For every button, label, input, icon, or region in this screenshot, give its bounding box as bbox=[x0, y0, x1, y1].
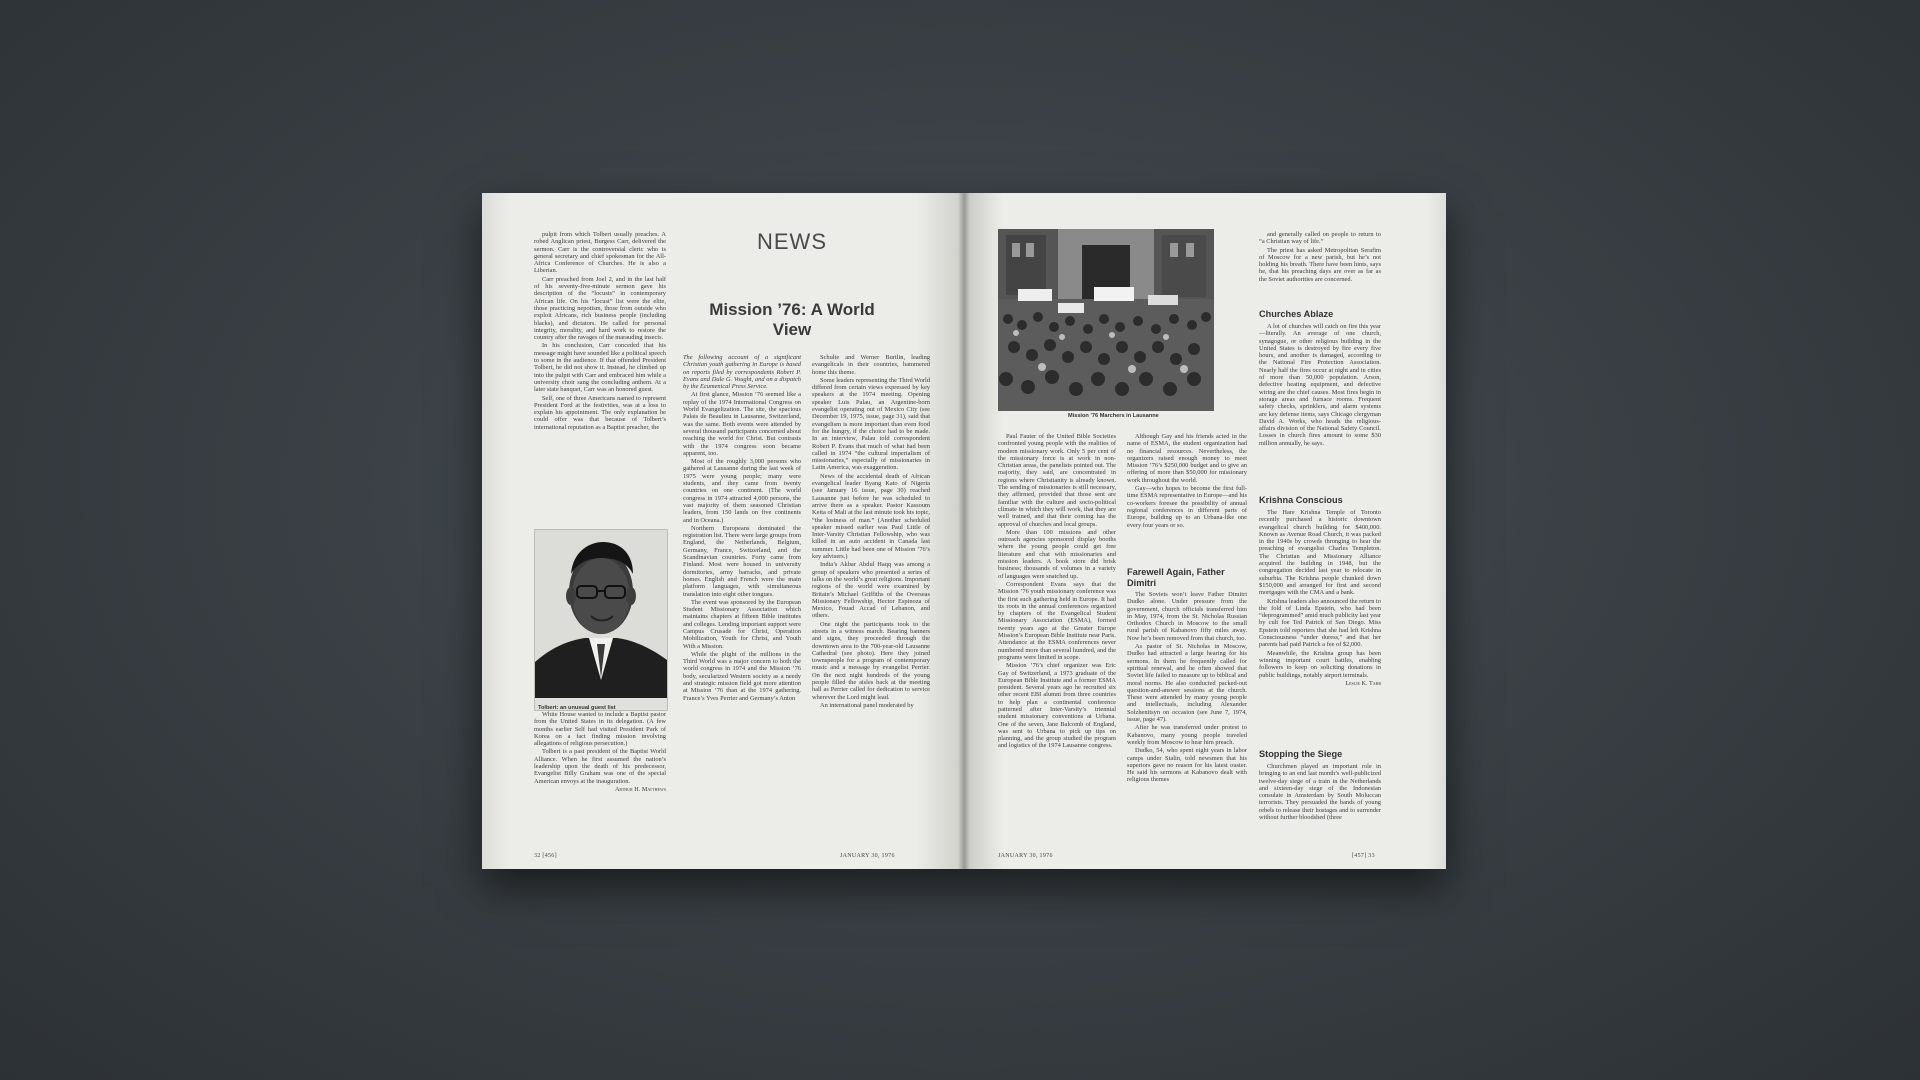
paragraph: Although Gay and his friends acted in the name of ESMA, the student organization had no financial resources. Nevertheless, the organizers raised enough money to meet Mission ’76’s $250,000 budget and to give an offering of more than $50,000 for missionary work throughout the world. bbox=[1127, 433, 1247, 484]
paragraph: Krishna leaders also announced the return to the fold of Linda Epstein, who had been “deprogrammed” amid much publicity last year by cult foe Ted Patrick of San Diego. Miss Epstein told reporters that she had left Krishna Consciousness “under duress,” and that her parents had paid Patrick a fee of $2,000. bbox=[1259, 597, 1381, 649]
marchers-image bbox=[998, 229, 1214, 411]
column-2-text bbox=[683, 391, 801, 701]
paragraph: The Soviets won’t leave Father Dimitri Dudko alone. Under pressure from the government, church officials transferred him in May, 1974, from the St. Nicholas Russian Orthodox Church in Moscow to the small rural parish of Kabanovo fifty miles away. Now he’s been removed from that church, too. bbox=[1127, 591, 1247, 642]
paragraph: Gay—who hopes to become the first full-time ESMA representative in Europe—and his co-workers foresee the possibility of annual regional conferences in different parts of Europe, building up to an Urbana-like one every four years or so. bbox=[1127, 485, 1247, 529]
column-5-top bbox=[1127, 433, 1247, 530]
marchers-photo bbox=[998, 229, 1214, 411]
signature-matthews: Arthur H. Matthews bbox=[614, 785, 666, 793]
paragraph: At first glance, Mission ’76 seemed like a replay of the 1974 International Congress on World Evangelization. The site, the spacious Palais de Beaulieu in Lausanne, Switzerland, was the same. Both events were attended by several thousand participants concerned about reaching the world for Christ. But contrasts with the 1974 congress soon became apparent, too. bbox=[683, 391, 801, 457]
subhead-churches: Churches Ablaze bbox=[1259, 309, 1334, 319]
paragraph: and generally called on people to return to “a Christian way of life.” bbox=[1259, 231, 1381, 246]
paragraph: Dudko, 54, who spent eight years in labor camps under Stalin, told newsmen that his superiors gave no reason for his latest ouster. He said his sermons at Kabanovo dealt with religious themes bbox=[1127, 747, 1247, 784]
paragraph: Churchmen played an important role in bringing to an end last month’s well-publicized twelve-day siege of a train in the Netherlands and sixteen-day siege of the Indonesian consulate in Amsterdam by South Moluccan terrorists. They persuaded the bands of young rebels to release their hostages and to surrender without further bloodshed (three bbox=[1259, 763, 1381, 822]
paragraph: Self, one of three Americans named to represent President Ford at the festivities, was at a loss to explain his appointment. The only explanation he could offer was that because of Tolbert’s international reputation as a Baptist preacher, the bbox=[534, 394, 666, 431]
subhead-siege: Stopping the Siege bbox=[1259, 749, 1343, 759]
subhead-dimitri: Farewell Again, Father Dimitri bbox=[1127, 567, 1225, 588]
column-1-bottom-text bbox=[534, 711, 666, 785]
tolbert-photo bbox=[534, 529, 668, 711]
paragraph: Some leaders representing the Third World differed from certain views expressed by key speakers at the 1974 meeting. Opening speaker Luis Palau, an Argentine-born evangelist operating out of Mexico City (see December 19, 1975, issue, page 31), said that evangelism is more important than even food for the hungry, if the choice had to be made. In an interview, Palau told correspondent Robert P. Evans that much of what had been called in 1974 “the cultural imperialism of missionaries,” especially of missionaries in Latin America, was exaggeration. bbox=[812, 376, 930, 472]
column-6-top bbox=[1259, 231, 1381, 284]
column-2 bbox=[683, 354, 801, 703]
left-photo-caption: Tolbert: an unusual guest list bbox=[538, 705, 616, 711]
column-1-bottom bbox=[534, 711, 666, 793]
paragraph: India’s Akbar Abdul Haqq was among a group of speakers who presented a series of talks on the world’s great religions. Important regions of the world were examined by Britain’s Michael Griffiths of the Overseas Missionary Fellowship, Hector Espinoza of Mexico, Fouad Accad of Lebanon, and others. bbox=[812, 561, 930, 620]
left-page bbox=[482, 193, 964, 869]
krishna-text bbox=[1259, 509, 1381, 679]
paragraph: Most of the roughly 3,000 persons who gathered at Lausanne during the last week of 1975 were young people; many were students, and they came from twenty countries on one continent. (The world congress in 1974 attracted 4,000 persons, the vast majority of them seasoned Christian leaders, from 150 lands on five continents and in Oceana.) bbox=[683, 458, 801, 524]
paragraph: The priest has asked Metropolitan Serafim of Moscow for a new parish, but he’s not holding his breath. There have been hints, says he, that his preaching days are over as far as the Soviet authorities are concerned. bbox=[1259, 246, 1381, 283]
paragraph: Tolbert is a past president of the Baptist World Alliance. When he first assumed the nation’s leadership upon the death of his predecessor, Evangelist Billy Graham was one of the special American envoys at the inauguration. bbox=[534, 748, 666, 785]
paragraph: Meanwhile, the Krishna group has been winning important court battles, enabling followers to keep on soliciting donations in public buildings, notably airport terminals. bbox=[1259, 649, 1381, 679]
column-6-churches bbox=[1259, 323, 1381, 448]
paragraph: Schulte and Werner Burtlin, leading evangelicals in their countries, hammered home this theme. bbox=[812, 354, 930, 376]
paragraph: The Hare Krishna Temple of Toronto recently purchased a historic downtown evangelical church building for $400,000. Known as Avenue Road Church, it was packed in the 1940s by crowds thronging to hear the preaching of evangelist Charles Templeton. The Christian and Missionary Alliance acquired the building in 1948, but the congregation decided last year to relocate in suburbia. The Krishna people chunked down $150,000 and arranged for first and second mortgages with the CMA and a bank. bbox=[1259, 509, 1381, 597]
paragraph: White House wanted to include a Baptist pastor from the United States in its delegation. (A few months earlier Self had visited President Park of Korea on a fact finding mission involving allegations of religious persecution.) bbox=[534, 711, 666, 748]
intro-italic: The following account of a significant Christian youth gathering in Europe is based on reports filed by correspondents Robert P. Evans and Dale G. Vought, and on a dispatch by the Ecumenical Press Service. bbox=[683, 354, 801, 391]
paragraph: One night the participants took to the streets in a witness march. Bearing banners and signs, they proceeded through the downtown area to the 700-year-old Lausanne Cathedral (see photo). Here they joined townspeople for a program of contemporary music and a message by evangelist Perrier. On the next night hundreds of the young people filled the aisles back at the meeting hall as Perrier called for dedication to service wherever the Lord might lead. bbox=[812, 620, 930, 701]
column-3 bbox=[812, 354, 930, 710]
paragraph: News of the accidental death of African evangelical leader Byang Kato of Nigeria (see January 16 issue, page 30) reached Lausanne just before he was scheduled to arrive there as a speaker. Pastor Kassoum Keita of Mali at the last minute took his topic, “the lostness of man.” (Another scheduled speaker missed earlier was Paul Little of Inter-Varsity Christian Fellowship, who was killed in an auto accident in Canada last summer. Little had been one of Mission ’76’s key advisers.) bbox=[812, 472, 930, 561]
paragraph: More than 100 missions and other outreach agencies sponsored display booths where the young people could get free literature and chat with missionaries and mission leaders. A book store did brisk business; thousands of volumes in a variety of languages were snatched up. bbox=[998, 528, 1116, 580]
magazine-spread bbox=[482, 193, 1446, 869]
column-4 bbox=[998, 433, 1116, 751]
paragraph: After he was transferred under protest to Kabanovo, many young people traveled weekly from Moscow to hear him preach. bbox=[1127, 724, 1247, 746]
paragraph: Northern Europeans dominated the registration list. There were large groups from England, the Netherlands, Belgium, Germany, France, Switzerland, and the Scandinavian countries. Forty came from Finland. Most were housed in university dormitories, army barracks, and private homes. English and French were the main platform languages, with simultaneous translation into eight other tongues. bbox=[683, 524, 801, 598]
column-1-top bbox=[534, 231, 666, 432]
paragraph: In his conclusion, Carr conceded that his message might have sounded like a political speech to some in the audience. If that offended President Tolbert, he did not show it. Instead, he climbed up into the pulpit with Carr and embraced him while a university choir sang the concluding anthem. At a later state banquet, Carr was an honored guest. bbox=[534, 342, 666, 394]
paragraph: While the plight of the millions in the Third World was a major concern to both the world congress in 1974 and the Mission ’76 body, secularized Western society as a needy and strategic mission field got more attention at Mission ’76 than at the 1974 gathering. France’s Yves Perrier and Germany’s Anton bbox=[683, 650, 801, 702]
folio-right-number: [457] 33 bbox=[1352, 853, 1375, 859]
portrait-image bbox=[535, 530, 667, 698]
subhead-krishna: Krishna Conscious bbox=[1259, 495, 1343, 505]
right-page bbox=[964, 193, 1446, 869]
column-6-siege bbox=[1259, 763, 1381, 822]
paragraph: The event was sponsored by the European Student Missionary Association which maintains chapters at fifteen Bible institutes and colleges. Lending important support were Campus Crusade for Christ, Operation Mobilization, Youth for Christ, and Youth With a Mission. bbox=[683, 598, 801, 650]
paragraph: An international panel moderated by bbox=[820, 701, 914, 709]
headline: Mission ’76: A World View bbox=[709, 300, 875, 339]
spine-gutter bbox=[958, 193, 970, 869]
right-photo-caption: Mission ’76 Marchers in Lausanne bbox=[1068, 413, 1159, 419]
paragraph: A lot of churches will catch on fire this year—literally. An average of one church, synagogue, or other religious building in the United States is destroyed by fire every five hours, and another is damaged, according to the National Fire Protection Association. Nearly half the fires occur at night and in cities of more than 50,000 population. Arson, defective heating equipment, and defective wiring are the chief causes. Most fires begin in storage areas and furnace rooms. Frequent safety checks, sprinklers, and alarm systems are key defense items, says Chicago clergyman David A. Works, who heads the religious-affairs division of the National Safety Council. Losses in church fires amount to some $30 million annually, he says. bbox=[1259, 323, 1381, 447]
paragraph: As pastor of St. Nicholas in Moscow, Dudko had attracted a large hearing for his sermons. In them he frequently called for spiritual renewal, and he often showed that Soviet life failed to measure up to biblical and moral norms. He also conducted packed-out question-and-answer sessions at the church. These were attended by many young people and intellectuals, including Alexander Solzhenitsyn on occasion (see June 7, 1974, issue, page 47). bbox=[1127, 643, 1247, 724]
paragraph: Correspondent Evans says that the Mission ’76 youth missionary conference was the first such gathering held in Europe. It had its roots in the annual conferences organized by chapters of the Evangelical Student Missionary Association (ESMA), formed twenty years ago at the Greater Europe Mission’s European Bible Institute near Paris. Attendance at the ESMA conferences never numbered more than several hundred, and the programs were limited in scope. bbox=[998, 580, 1116, 661]
signature-tarr: Leslie K. Tarr bbox=[1345, 679, 1381, 687]
folio-right-date: JANUARY 30, 1976 bbox=[998, 853, 1053, 859]
paragraph: Mission ’76’s chief organizer was Eric Gay of Switzerland, a 1973 graduate of the European Bible Institute and a former ESMA president. Several years ago he recruited six other recent EBI alumni from three countries to help plan a continental conference patterned after Inter-Varsity’s triennial student missionary conventions at Urbana. One of the seven, Jane Balcomb of England, was sent to Urbana to pick up tips on planning, and the group studied the program and logistics of the 1974 Lausanne congress. bbox=[998, 662, 1116, 750]
news-section-label: NEWS bbox=[757, 229, 827, 254]
paragraph: Carr preached from Joel 2, and in the last half of his seventy-five-minute sermon gave his description of the “locusts” in contemporary African life. On his “locust” list were the elite, those practicing nepotism, those from outside who exploit Africans, rich business people (including blacks), and dictators. He called for personal integrity, morality, and hard work to restore the country after the ravages of the marauding insects. bbox=[534, 275, 666, 342]
paragraph: Paul Fauter of the United Bible Societies confronted young people with the realities of modern missionary work. Only 5 per cent of the missionary force is at work in non-Christian areas, the panelists pointed out. The majority, they said, are concentrated in regions where Christianity is already known. The sending of missionaries is still necessary, they affirmed, provided that those sent are familiar with the culture and socio-political climate in which they will work, that they are well trained, and that their coming has the approval of churches and local groups. bbox=[998, 433, 1116, 528]
column-6-krishna bbox=[1259, 509, 1381, 687]
paragraph: pulpit from which Tolbert usually preaches. A robed Anglican priest, Burgess Carr, delivered the sermon. Carr is the controversial cleric who is general secretary and chief spokesman for the All-Africa Conference of Churches. He is also a Liberian. bbox=[534, 231, 666, 275]
folio-left-number: 32 [456] bbox=[534, 853, 557, 859]
folio-left-date: JANUARY 30, 1976 bbox=[840, 853, 895, 859]
column-5-bottom bbox=[1127, 591, 1247, 785]
